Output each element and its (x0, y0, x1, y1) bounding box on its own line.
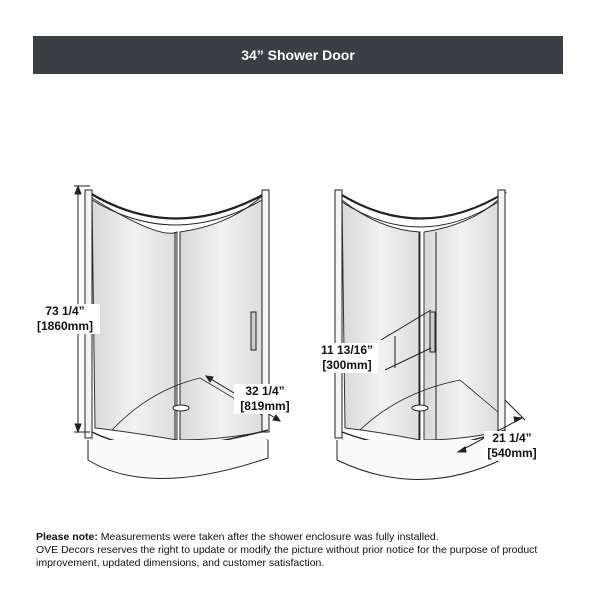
height-mm: [1860mm] (36, 319, 94, 333)
side-label (484, 431, 540, 461)
left-drain (173, 405, 189, 411)
door-width-in: 32 1/4” (245, 384, 285, 398)
note-text-1: Measurements were taken after the shower enclosure was fully installed. (97, 531, 439, 543)
right-handle (430, 312, 435, 352)
handle-label (316, 343, 378, 373)
handle-in: 11 13/16” (320, 343, 374, 357)
note-label: Please note: (36, 531, 98, 543)
note-line-1 (36, 531, 566, 544)
banner-title: 34” Shower Door (241, 47, 355, 63)
side-mm: [540mm] (487, 446, 537, 460)
left-glass (92, 198, 177, 440)
door-width-label (234, 384, 296, 414)
disclaimer-note (36, 531, 566, 570)
left-handle (251, 312, 256, 350)
side-in: 21 1/4” (492, 431, 532, 445)
right-post-right (498, 190, 505, 432)
door-width-mm: [819mm] (240, 399, 290, 413)
handle-mm: [300mm] (322, 358, 372, 372)
height-in: 73 1/4” (45, 304, 85, 318)
left-base-front (88, 440, 268, 479)
right-glass-left (342, 200, 420, 440)
left-enclosure (74, 186, 280, 479)
right-base-front (337, 440, 505, 480)
right-post-left (335, 190, 342, 438)
height-label (30, 304, 100, 334)
note-line-2: OVE Decors reserves the right to update or modify the picture without prior notice for the purpose of product improvement, updated dimensions, and customer satisfaction. (36, 544, 538, 569)
right-drain (412, 405, 428, 411)
